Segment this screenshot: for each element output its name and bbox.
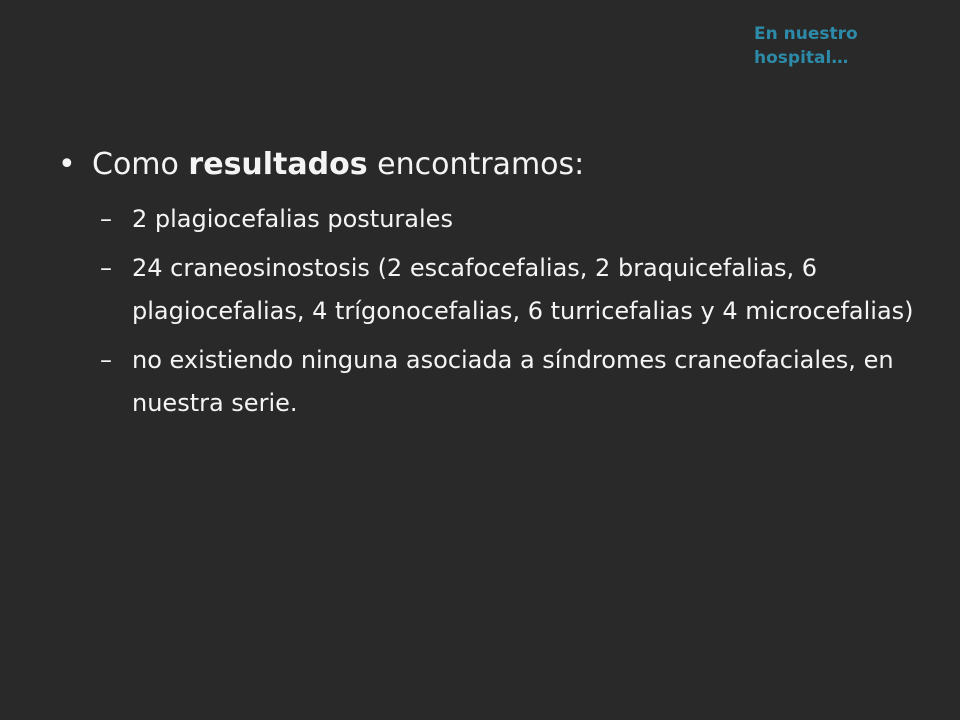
bullet-prefix: Como [92, 147, 189, 182]
dash-icon: – [100, 254, 112, 282]
sub-item-text: 24 craneosinostosis (2 escafocefalias, 2 braquicefalias, 6 plagiocefalias, 4 trígonocefalias, 6 turricefalias y 4 microcefalias) [132, 254, 914, 325]
bullet-suffix: encontramos: [367, 147, 585, 182]
main-bullet [58, 142, 918, 188]
sub-item-text: 2 plagiocefalias posturales [132, 205, 453, 233]
slide-content [58, 142, 918, 431]
corner-title [754, 22, 904, 70]
dash-icon: – [100, 346, 112, 374]
corner-title-line-1: En nuestro [754, 24, 858, 44]
sub-item-sindromes [100, 339, 918, 425]
sub-list [100, 198, 918, 425]
bullet-bold-text: resultados [188, 147, 368, 182]
bullet-dot-icon: • [58, 147, 76, 182]
sub-item-postural [100, 198, 918, 241]
sub-item-text: no existiendo ninguna asociada a síndromes craneofaciales, en nuestra serie. [132, 346, 894, 417]
corner-title-line-2: hospital… [754, 48, 849, 68]
dash-icon: – [100, 205, 112, 233]
sub-item-craneosinostosis [100, 247, 918, 333]
